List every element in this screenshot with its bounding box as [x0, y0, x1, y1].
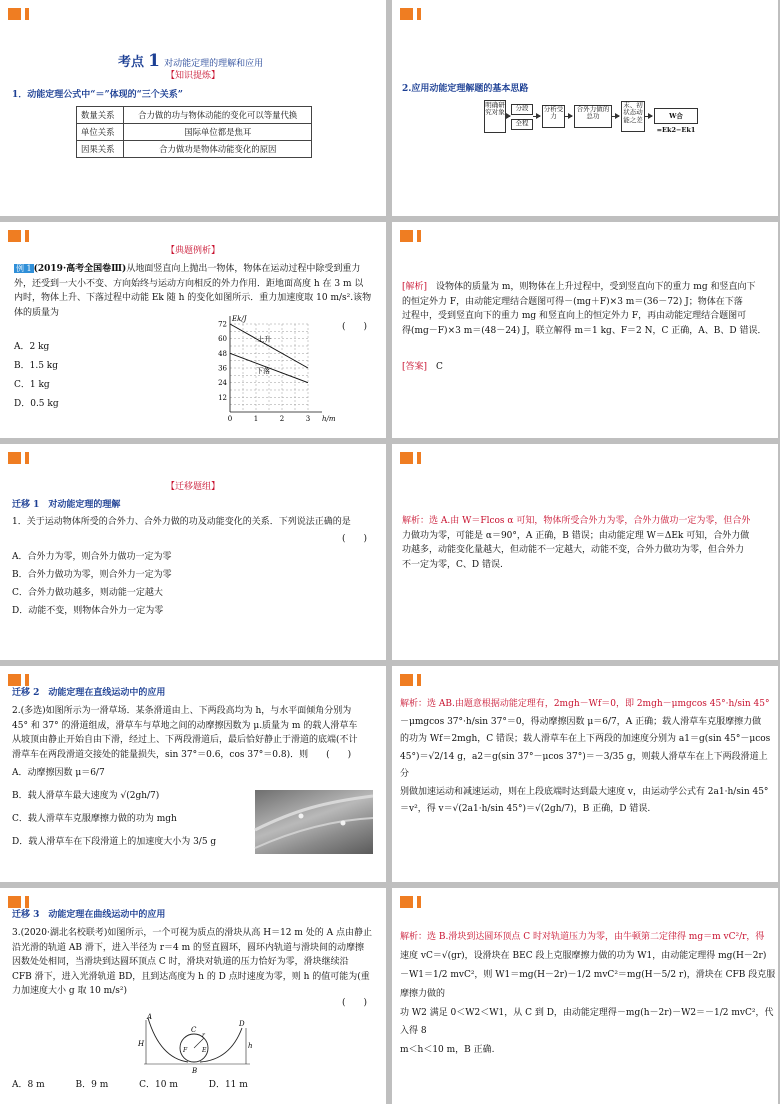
text-line: 因数处处相同，当滑块到达圆环顶点 C 时，滑块对轨道的压力恰好为零，滑块继续沿	[12, 957, 349, 968]
slide-9	[0, 888, 386, 1104]
text-line: 得(mg－F)×3 m＝(48－24) J，联立解得 m＝1 kg、F＝2 N，C 正确，A、B、D 错误．	[402, 325, 767, 336]
option-d: D．动能不变，则物体合外力一定为零	[12, 606, 164, 616]
answer-value: C	[436, 362, 443, 372]
y-tick-label: 72	[218, 320, 227, 329]
text-line: CFB 滑下，进入光滑轨道 BD，且到达高度为 h 的 D 点时速度为零，则 h 的值可能为(重	[12, 971, 370, 982]
table-cell: 合力做的功与物体动能的变化可以等量代换	[124, 107, 312, 124]
text-line: 2.(多选)如图所示为一滑草场．某条滑道由上、下两段高均为 h，与水平面倾角分别为	[12, 706, 352, 716]
text-line: 外，还受到一大小不变、方向始终与运动方向相反的外力作用．距地面高度 h 在 3 m 以	[14, 278, 364, 289]
x-tick-label: 0	[227, 415, 233, 423]
flow-box-ek: 末、初状态动能之差	[621, 101, 645, 132]
option-a: A．合外力为零，则合外力做功一定为零	[12, 552, 172, 562]
text-line: 3.(2020·湖北名校联考)如图所示，一个可视为质点的滑块从高 H＝12 m 处的 A 点由静止	[12, 928, 373, 938]
example-tag: 例 1	[16, 264, 32, 273]
x-axis-label: h/m	[322, 415, 336, 423]
answer-paren: ( )	[342, 322, 368, 332]
ek-h-chart	[208, 312, 334, 424]
text-line: －W1＝1/2 mvC²，则 W1＝mg(H－2r)－1/2 mvC²＝mg(H－5/2 r)，滑块在 CFB 段克服摩擦力做的	[400, 969, 776, 999]
text-line: 力加速度大小 g 取 10 m/s²)	[12, 986, 127, 997]
option-b: B．9 m	[75, 1080, 109, 1090]
answer-tag: [答案]	[402, 362, 428, 372]
option-a: A．8 m	[12, 1080, 45, 1090]
text-line: 解析：选 AB.由题意根据动能定理有，2mgh－Wf＝0，即 2mgh－μmgcos 45°·h/sin 45°	[400, 699, 770, 709]
label-a: A	[147, 1013, 153, 1021]
flow-arrow	[645, 116, 652, 117]
option-b: B．合外力做功为零，则合外力一定为零	[12, 570, 172, 580]
y-tick-label: 12	[218, 393, 227, 402]
slide-tab-marker	[400, 452, 425, 471]
label-cap-h: H	[138, 1040, 145, 1048]
label-c: C	[191, 1026, 197, 1034]
slide-10	[392, 888, 778, 1104]
flow-box-work: 合外力做的总功	[574, 105, 612, 128]
item-heading: 1．动能定理公式中“＝”体现的“三个关系”	[12, 90, 183, 100]
answer-paren: ( )	[342, 534, 368, 544]
label-b: B	[192, 1067, 198, 1075]
question-text: 1．关于运动物体所受的合外力、合外力做的功及动能变化的关系．下列说法正确的是	[12, 517, 351, 527]
label-d: D	[239, 1020, 245, 1028]
label-f: F	[183, 1047, 188, 1054]
flow-arrow	[565, 116, 572, 117]
table-cell: 数量关系	[77, 107, 124, 124]
analysis-text	[402, 280, 774, 338]
slope-photo-lines	[255, 790, 373, 854]
option-a: A．动摩擦因数 μ＝6/7	[12, 768, 105, 778]
slide-1	[0, 0, 386, 216]
slide-7	[0, 666, 386, 882]
table-row	[77, 107, 312, 124]
slide-tab-marker	[400, 8, 425, 27]
text-line: 解析：选 B.滑块到达圆环顶点 C 时对轨道压力为零，由牛顿第二定律得 mg＝m vC²/r，得	[400, 932, 765, 942]
table-cell: 因果关系	[77, 141, 124, 158]
y-axis-label: Ek/J	[232, 315, 247, 323]
text-line: 力做功为零，可能是 α＝90°，A 正确，B 错误；由动能定理 W＝ΔEk 可知，合外力做	[402, 530, 750, 541]
kaodian-label: 考点	[118, 55, 145, 70]
y-tick-label: 36	[218, 364, 227, 373]
option-b: B．1.5 kg	[14, 361, 59, 371]
options-list	[14, 338, 59, 414]
item-heading: 2.应用动能定理解题的基本思路	[402, 84, 529, 94]
option-c: C．载人滑草车克服摩擦力做的功为 mgh	[12, 814, 177, 824]
x-tick-label: 1	[253, 415, 259, 423]
text-line: 45° 和 37° 的滑道组成，滑草车与草地之间的动摩擦因数为 μ.质量为 m 的载人滑草车	[12, 720, 358, 731]
label-h: h	[248, 1042, 253, 1050]
analysis-text	[400, 696, 776, 819]
flow-box-object: 明确研究对象	[484, 100, 506, 133]
transfer-title: 迁移 1 对动能定理的理解	[12, 500, 121, 510]
slide-tab-marker	[400, 674, 425, 693]
text-line: 从地面竖直向上抛出一物体，物体在运动过程中除受到重力	[126, 264, 361, 274]
section-heading: 【知识提炼】	[165, 71, 220, 81]
text-line: 体的质量为	[14, 307, 60, 318]
flow-arrow	[533, 116, 540, 117]
slide-4	[392, 222, 778, 438]
table-cell: 单位关系	[77, 124, 124, 141]
label-r: r	[202, 1032, 205, 1039]
option-b: B．载人滑草车最大速度为 √(2gh/7)	[12, 791, 160, 801]
flow-box-whole: 全程	[511, 119, 533, 130]
text-line: 别做加速运动和减速运动，则在上段底端时达到最大速度 v，由运动学公式有 2a1·h/sin 45°	[400, 786, 769, 797]
option-d: D．载人滑草车在下段滑道上的加速度大小为 3/5 g	[12, 837, 217, 847]
analysis-text	[402, 514, 774, 572]
slide-tab-marker	[8, 452, 33, 471]
flow-box-split: 分段	[511, 104, 533, 115]
text-line: m＜h＜10 m，B 正确.	[400, 1045, 495, 1056]
text-line: 解析：选 A.由 W＝Flcos α 可知，物体所受合外力为零，合外力做功一定为零，但合外	[402, 516, 751, 526]
answer-line	[402, 360, 443, 375]
text-line: 功越多，动能变化量越大，但动能不一定越大，动能不变，合外力做功为零，但合外力	[402, 545, 745, 556]
text-line: 的功为 Wf＝2mgh，C 错误；载人滑草车在上下两段的加速度分别为 a1＝g(sin 45°－μcos	[400, 734, 771, 745]
option-a: A．2 kg	[14, 342, 50, 352]
transfer-title: 迁移 3 动能定理在曲线运动中的应用	[12, 910, 166, 920]
slide-tab-marker	[8, 8, 33, 27]
option-c: C．10 m	[139, 1080, 178, 1090]
table-row	[77, 141, 312, 158]
text-line: －μmgcos 37°·h/sin 37°＝0，得动摩擦因数 μ＝6/7，A 正确；载人滑草车克服摩擦力做	[400, 716, 762, 727]
text-line: 从坡顶由静止开始自由下滑，经过上、下两段滑道后，最后恰好静止于滑道的底端(不计	[12, 735, 358, 746]
analysis-text	[400, 928, 776, 1060]
table-cell: 合力做功是物体动能变化的原因	[124, 141, 312, 158]
text-line: 速度 vC＝√(gr)，设滑块在 BEC 段上克服摩擦力做的功为 W1，由动能定理得 mg(H－2r)	[400, 950, 767, 961]
text-line: 45°)＝√2/14 g，a2＝g(sin 37°－μcos 37°)＝－3/35 g，则载人滑草车在上下两段滑道上分	[400, 751, 768, 780]
text-line: 内时，物体上升、下落过程中动能 Ek 随 h 的变化如图所示．重力加速度取 10 m/s².该物	[14, 293, 372, 304]
grass-slope-photo	[255, 790, 373, 854]
loop-track-figure	[138, 1014, 254, 1076]
option-d: D．0.5 kg	[14, 399, 59, 409]
text-line: 的恒定外力 F，由动能定理结合题图可得－(mg＋F)×3 m＝(36－72) J；物体在下落	[402, 296, 743, 307]
slide-tab-marker	[400, 230, 425, 249]
flow-box-formula: W合=Ek2−Ek1	[654, 108, 698, 124]
slide-2	[392, 0, 778, 216]
option-d: D．11 m	[208, 1080, 248, 1090]
flow-arrow	[612, 116, 619, 117]
text-line: ＝v²，得 v＝√(2a1·h/sin 45°)＝√(2gh/7)，B 正确，D 错误.	[400, 804, 651, 815]
y-tick-label: 48	[218, 349, 227, 358]
question-text	[12, 704, 384, 762]
relations-table	[76, 106, 312, 158]
question-text	[12, 926, 384, 999]
text-line: 沿光滑的轨道 AB 滑下，进入半径为 r＝4 m 的竖直圆环，圆环内轨道与滑块间的动摩擦	[12, 942, 364, 953]
text-line: 功 W2 满足 0＜W2＜W1，从 C 到 D，由动能定理得－mg(h－2r)－W2＝－1/2 mvC²，代入得 8	[400, 1007, 774, 1037]
section-heading: 【典题例析】	[165, 246, 220, 256]
x-tick-label: 2	[279, 415, 285, 423]
flow-box-analysis: 分析受力	[542, 105, 565, 128]
slide-3	[0, 222, 386, 438]
example-source: (2019·高考全国卷Ⅲ)	[33, 264, 127, 274]
slide-5	[0, 444, 386, 660]
slide-tab-marker	[400, 896, 425, 915]
options-row	[12, 1078, 248, 1093]
table-cell: 国际单位都是焦耳	[124, 124, 312, 141]
y-tick-label: 60	[218, 335, 227, 344]
analysis-tag: [解析]	[402, 282, 428, 292]
text-line: 不一定为零，C、D 错误.	[402, 559, 503, 570]
label-e: E	[202, 1047, 207, 1054]
series-label: 上升	[257, 335, 272, 344]
answer-paren: ( )	[342, 998, 368, 1008]
table-row	[77, 124, 312, 141]
kaodian-title: 对动能定理的理解和应用	[164, 59, 264, 69]
option-c: C．合外力做功越多，则动能一定越大	[12, 588, 163, 598]
slide-6	[392, 444, 778, 660]
text-line: 滑草车在两段滑道交接处的能量损失，sin 37°＝0.6，cos 37°＝0.8)．则 ( )	[12, 749, 352, 760]
kaodian-number: 1	[148, 51, 160, 71]
flow-arrow	[506, 116, 510, 117]
slide-8	[392, 666, 778, 882]
text-line: 设物体的质量为 m，则物体在上升过程中，受到竖直向下的重力 mg 和竖直向下	[436, 282, 756, 292]
section-heading: 【迁移题组】	[165, 482, 220, 492]
transfer-title: 迁移 2 动能定理在直线运动中的应用	[12, 688, 166, 698]
y-tick-label: 24	[218, 379, 227, 388]
options-list	[12, 762, 216, 854]
x-tick-label: 3	[305, 415, 311, 423]
options-list	[12, 548, 172, 620]
series-label: 下落	[256, 367, 270, 376]
option-c: C．1 kg	[14, 380, 50, 390]
text-line: 过程中，受到竖直向下的重力 mg 和竖直向上的恒定外力 F，再由动能定理结合题图可	[402, 311, 747, 322]
